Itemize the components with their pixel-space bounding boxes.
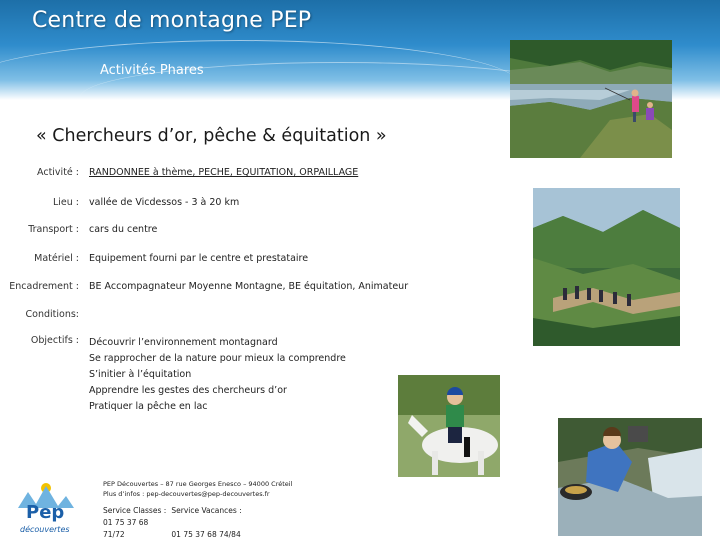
objectif-item: S’initier à l’équitation [89,369,192,380]
logo-text: découvertes [20,525,70,534]
service-vacances-phone: 01 75 37 68 74/84 [171,530,241,539]
pep-logo [16,478,74,534]
service-classes-label: Service Classes : [103,506,167,515]
lieu-value: vallée de Vicdessos - 3 à 20 km [89,197,240,208]
service-classes-phone: 01 75 37 68 71/72 [103,518,149,539]
transport-label: Transport : [28,224,79,235]
service-vacances-label: Service Vacances : [171,506,242,515]
gold-panning-photo [558,418,702,536]
objectif-item: Pratiquer la pêche en lac [89,401,208,412]
activite-value: RANDONNEE à thème, PECHE, EQUITATION, ORPAILLAGE [89,167,359,178]
activite-label: Activité : [37,167,79,178]
objectif-item: Découvrir l’environnement montagnard [89,337,278,348]
hikers-mountain-photo [533,188,680,346]
lieu-label: Lieu : [52,197,79,208]
services-contact [103,505,242,541]
page-title: Centre de montagne PEP [32,8,312,33]
materiel-label: Matériel : [34,253,79,264]
objectif-item: Apprendre les gestes des chercheurs d’or [89,385,287,396]
objectifs-label: Objectifs : [30,335,79,346]
encadrement-label: Encadrement : [9,281,79,292]
conditions-label: Conditions: [25,309,79,320]
horse-riding-photo [398,375,500,477]
objectif-item: Se rapprocher de la nature pour mieux la comprendre [89,353,346,364]
materiel-value: Equipement fourni par le centre et prestataire [89,253,309,264]
svg-text:Pep: Pep [26,502,65,523]
footer-info-email[interactable]: Plus d’infos : pep-decouvertes@pep-decouvertes.fr [103,489,270,498]
encadrement-value: BE Accompagnateur Moyenne Montagne, BE équitation, Animateur [89,281,409,292]
transport-value: cars du centre [89,224,158,235]
objectifs-list [89,335,346,415]
slide-title: « Chercheurs d’or, pêche & équitation » [36,126,387,146]
lake-fishing-photo [510,40,672,158]
page-subtitle: Activités Phares [100,63,204,78]
footer-address: PEP Découvertes – 87 rue Georges Enesco – 94000 Créteil [103,480,293,488]
footer-contact [103,480,292,499]
